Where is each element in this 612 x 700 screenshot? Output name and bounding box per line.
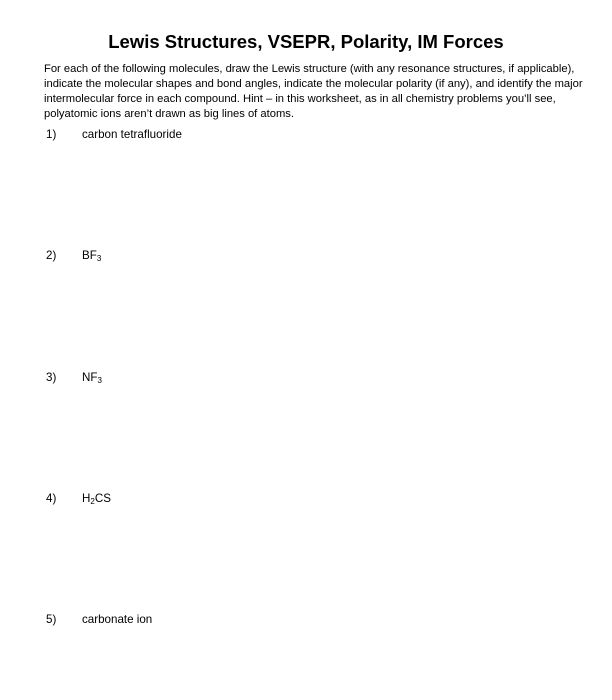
page-title: Lewis Structures, VSEPR, Polarity, IM Forces [108, 31, 504, 52]
problem-formula [82, 371, 102, 385]
formula-post: CS [94, 492, 111, 505]
formula-subscript: 3 [97, 376, 102, 385]
formula-pre: H [82, 492, 91, 505]
problem-item [46, 492, 111, 506]
instructions-paragraph: For each of the following molecules, draw the Lewis structure (with any resonance structures, if applicable), indicate the molecular shapes and bond angles, indicate the molecular polarity (if any), and identify the major intermolecular force in each compound. Hint – in this worksheet, as in all chemistry problems you’ll see, polyatomic ions aren’t drawn as big lines of atoms. [44, 63, 583, 120]
problem-number: 2) [46, 249, 57, 262]
formula-main: NF [82, 371, 98, 384]
problem-number: 1) [46, 128, 57, 141]
problem-number: 3) [46, 371, 57, 384]
problem-item [46, 128, 182, 142]
problem-item [46, 249, 101, 263]
formula-subscript: 2 [90, 497, 95, 506]
problem-number: 4) [46, 492, 57, 505]
problem-item [46, 371, 102, 385]
problem-formula [82, 249, 101, 263]
problem-label: carbonate ion [82, 613, 153, 626]
formula-main: BF [82, 249, 97, 262]
problem-label: carbon tetrafluoride [82, 128, 182, 141]
problem-number: 5) [46, 613, 57, 626]
problem-formula [82, 492, 111, 506]
problem-item [46, 613, 152, 627]
formula-subscript: 3 [96, 254, 102, 263]
